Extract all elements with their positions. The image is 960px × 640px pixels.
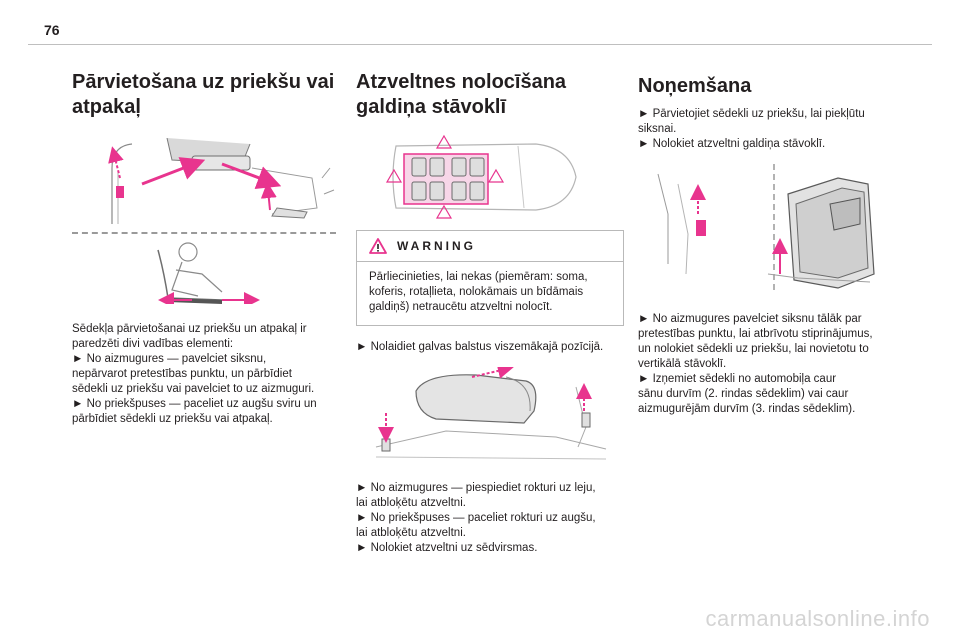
page-number: 76 [44, 22, 60, 38]
illustration-backrest-handle [356, 367, 624, 465]
column-removal [638, 70, 906, 417]
step-headrests: ► Nolaidiet galvas balstus viszemākajā pozīcijā. [356, 341, 604, 353]
body-line: ► Pārvietojiet sēdekli uz priekšu, lai piekļūtu [638, 108, 865, 120]
rear-strap-drawing [72, 138, 340, 226]
warning-label: WARNING [397, 239, 476, 253]
backrest-handle-drawing [356, 367, 624, 465]
body-line: pārbīdiet sēdekli uz priekšu vai atpakaļ. [72, 413, 273, 425]
body-line: Sēdekļa pārvietošanai uz priekšu un atpakaļ ir [72, 323, 307, 335]
body-line: aizmugurējām durvīm (3. rindas sēdeklim). [638, 403, 856, 415]
column-seat-sliding [72, 70, 340, 427]
body-line: paredzēti divi vadības elementi: [72, 338, 234, 350]
warning-header [357, 231, 623, 262]
section-title-table: Atzveltnes nolocīšana galdiņa stāvoklī [356, 71, 567, 118]
illustration-dash-divider [72, 232, 336, 234]
body-line: sēdekli uz priekšu vai pavelciet to uz aizmuguri. [72, 383, 315, 395]
body-line: ► No aizmugures — piespiediet rokturi uz leju, [356, 482, 596, 494]
top-divider [28, 44, 932, 45]
warning-line: galdiņš) netraucētu atzveltni nolocīt. [369, 301, 553, 313]
column-table-position [356, 70, 624, 556]
front-lever-drawing [72, 242, 340, 304]
body-line: ► No aizmugures pavelciet siksnu tālāk par [638, 313, 862, 325]
warning-line: Pārliecinieties, lai nekas (piemēram: soma, [369, 271, 588, 283]
section3-body [638, 312, 906, 417]
body-line: vertikālā stāvoklī. [638, 358, 727, 370]
car-topview-drawing [356, 134, 624, 220]
body-line: sānu durvīm (2. rindas sēdeklim) vai caur [638, 388, 849, 400]
body-line: ► Izņemiet sēdekli no automobiļa caur [638, 373, 837, 385]
warning-box [356, 230, 624, 326]
body-line: ► Nolokiet atzveltni galdiņa stāvoklī. [638, 138, 826, 150]
body-line: pretestības punktu, lai atbrīvotu stiprinājumus, [638, 328, 873, 340]
section-title-sliding: Pārvietošana uz priekšu vai atpakaļ [72, 71, 335, 118]
illustration-seat-removal [638, 164, 906, 294]
section-title-removal: Noņemšana [638, 75, 752, 97]
section2-body [356, 481, 624, 556]
body-line: lai atbloķētu atzveltni. [356, 497, 466, 509]
seat-removal-drawing [638, 164, 906, 294]
illustration-front-lever [72, 242, 340, 304]
body-line: ► No aizmugures — pavelciet siksnu, [72, 353, 267, 365]
illustration-rear-strap [72, 138, 340, 226]
body-line: ► No priekšpuses — paceliet uz augšu sviru un [72, 398, 317, 410]
body-line: siksnai. [638, 123, 677, 135]
illustration-car-topview [356, 134, 624, 220]
section3-intro [638, 107, 906, 152]
warning-triangle-icon [369, 238, 387, 254]
body-line: lai atbloķētu atzveltni. [356, 527, 466, 539]
section1-body [72, 322, 340, 427]
body-line: ► Nolokiet atzveltni uz sēdvirsmas. [356, 542, 538, 554]
body-line: nepārvarot pretestības punktu, un pārbīdiet [72, 368, 292, 380]
body-line: un nolokiet sēdekli uz priekšu, lai novietotu to [638, 343, 869, 355]
body-line: ► No priekšpuses — paceliet rokturi uz augšu, [356, 512, 596, 524]
warning-body [357, 262, 623, 325]
warning-line: koferis, rotaļlieta, nolokāmais un bīdāmais [369, 286, 584, 298]
site-watermark: carmanualsonline.info [705, 606, 930, 631]
